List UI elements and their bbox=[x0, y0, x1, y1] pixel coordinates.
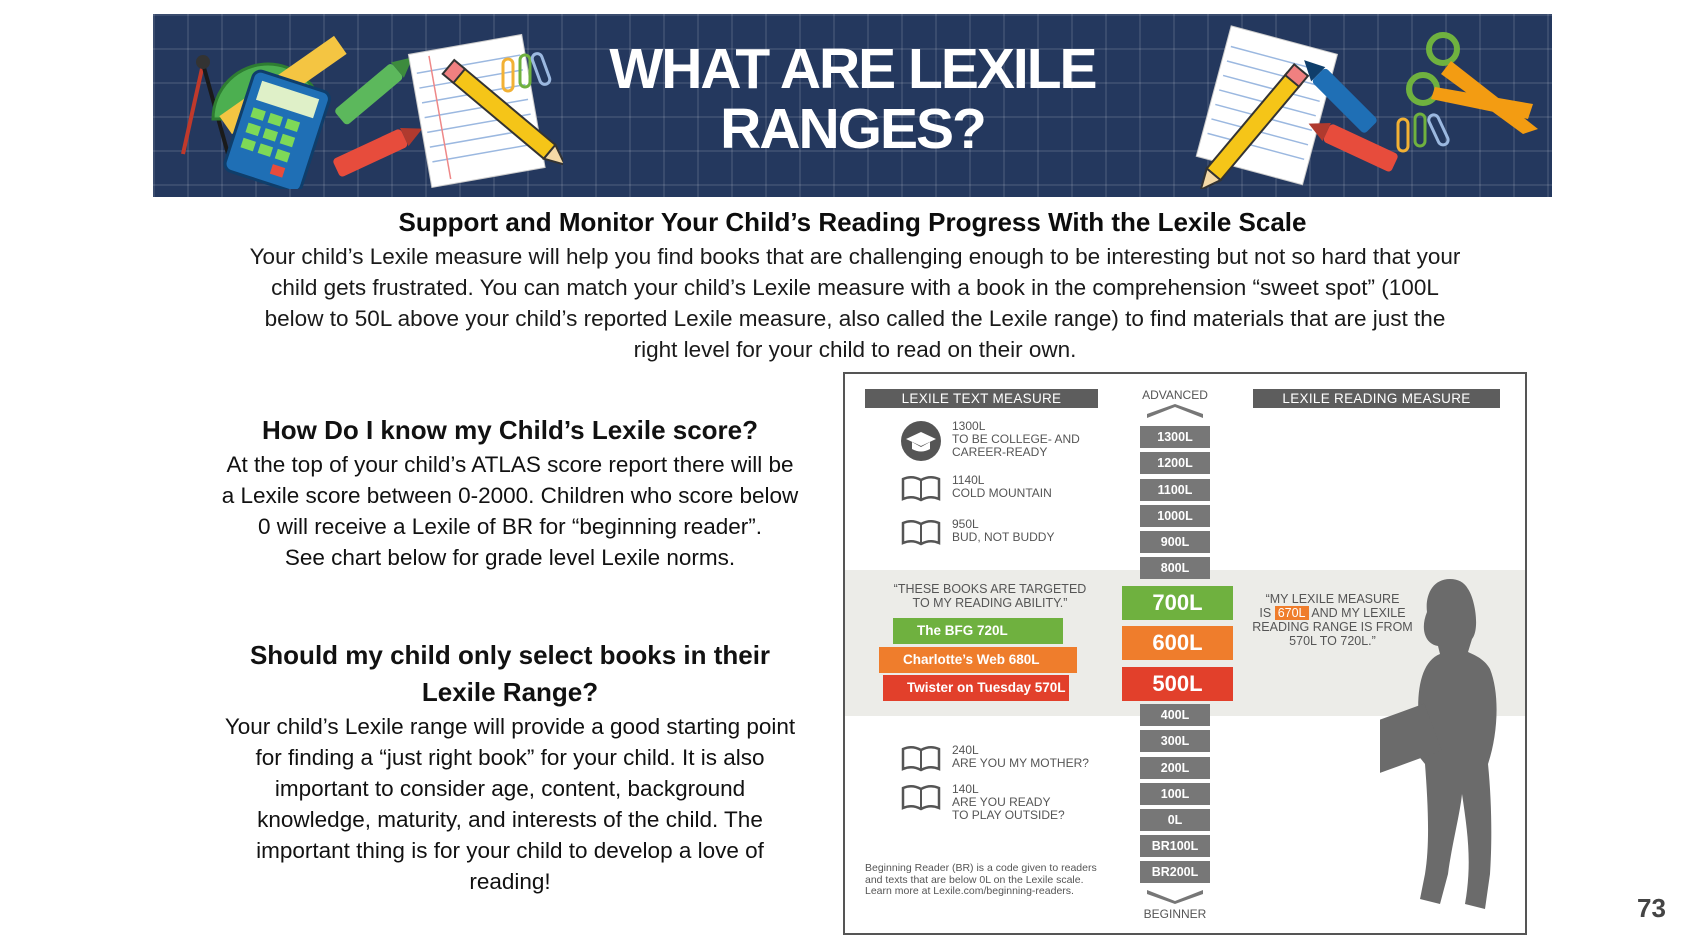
chevron-down-icon bbox=[1145, 888, 1205, 904]
open-book-icon bbox=[900, 744, 942, 772]
scale-bar: 800L bbox=[1140, 557, 1210, 579]
scale-bar-red: 500L bbox=[1122, 667, 1233, 701]
book-text bbox=[952, 420, 1080, 459]
scale-bar-green: 700L bbox=[1122, 586, 1233, 620]
body-line: knowledge, maturity, and interests of the child. The bbox=[257, 807, 763, 832]
heading-line: Should my child only select books in their bbox=[249, 640, 771, 670]
scale-bar: 900L bbox=[1140, 531, 1210, 553]
scale-bar: 300L bbox=[1140, 730, 1210, 752]
scale-bar: BR100L bbox=[1140, 835, 1210, 857]
lexile-range-body bbox=[190, 711, 830, 897]
book-text bbox=[952, 744, 1089, 770]
book-measure: 1300L bbox=[952, 419, 986, 433]
book-title: TO BE COLLEGE- AND bbox=[952, 432, 1080, 446]
scale-bar: 1200L bbox=[1140, 452, 1210, 474]
paperclips-right-icon bbox=[1398, 113, 1450, 151]
scale-bar: 0L bbox=[1140, 809, 1210, 831]
school-supplies-right-illustration bbox=[1193, 19, 1543, 189]
beginner-label: BEGINNER bbox=[1143, 907, 1207, 921]
body-line: 0 will receive a Lexile of BR for “beginning reader”. bbox=[258, 514, 762, 539]
book-entry bbox=[900, 420, 1080, 462]
quote-word: IS bbox=[1259, 606, 1272, 620]
book-entry bbox=[900, 783, 1065, 822]
quote-line: 570L TO 720L.” bbox=[1289, 634, 1376, 648]
reader-measure-badge: 670L bbox=[1275, 606, 1309, 620]
lexile-range-heading bbox=[190, 637, 830, 711]
scale-bar: 400L bbox=[1140, 704, 1210, 726]
intro-line: Your child’s Lexile measure will help you find books that are challenging enough to be interesting but not so hard that your bbox=[249, 244, 1461, 269]
note-line: Learn more at Lexile.com/beginning-readers. bbox=[865, 885, 1074, 897]
body-line: Your child’s Lexile range will provide a good starting point bbox=[224, 714, 796, 739]
stack-book-bfg: The BFG 720L bbox=[893, 618, 1063, 644]
book-title: BUD, NOT BUDDY bbox=[952, 530, 1055, 544]
intro-line: below to 50L above your child’s reported Lexile measure, also called the Lexile range) to find materials that are just the bbox=[264, 306, 1446, 331]
book-measure: 1140L bbox=[952, 473, 985, 487]
banner-title-line-1: WHAT ARE LEXILE bbox=[609, 37, 1096, 101]
heading-line: Lexile Range? bbox=[421, 677, 599, 707]
book-title: CAREER-READY bbox=[952, 445, 1048, 459]
lexile-score-body bbox=[190, 449, 830, 573]
quote-line: “THESE BOOKS ARE TARGETED bbox=[893, 582, 1087, 596]
book-entry bbox=[900, 474, 1052, 502]
open-book-icon bbox=[900, 783, 942, 811]
quote-line: “MY LEXILE MEASURE bbox=[1265, 592, 1400, 606]
header-banner bbox=[153, 14, 1552, 197]
scale-bar: 1300L bbox=[1140, 426, 1210, 448]
advanced-label: ADVANCED bbox=[1142, 388, 1208, 402]
note-line: and texts that are below 0L on the Lexile scale. bbox=[865, 873, 1084, 886]
note-line: Beginning Reader (BR) is a code given to readers bbox=[865, 862, 1097, 874]
book-title: ARE YOU MY MOTHER? bbox=[952, 756, 1089, 770]
open-book-icon bbox=[900, 518, 942, 546]
lexile-score-heading: How Do I know my Child’s Lexile score? bbox=[261, 415, 759, 445]
book-measure: 240L bbox=[952, 743, 979, 757]
intro-line: child gets frustrated. You can match your child’s Lexile measure with a book in the comprehension “sweet spot” (100L bbox=[271, 275, 1439, 300]
lexile-scale-chart bbox=[843, 372, 1527, 935]
targeted-books-quote bbox=[865, 582, 1115, 610]
open-book-icon bbox=[900, 474, 942, 502]
book-text bbox=[952, 783, 1065, 822]
lexile-range-section bbox=[190, 637, 830, 897]
body-line: for finding a “just right book” for your child. It is also bbox=[255, 745, 765, 770]
book-title: ARE YOU READY bbox=[952, 795, 1051, 809]
book-entry bbox=[900, 518, 1054, 546]
book-text bbox=[952, 518, 1054, 544]
page-subtitle: Support and Monitor Your Child’s Reading Progress With the Lexile Scale bbox=[398, 207, 1307, 237]
body-line: See chart below for grade level Lexile norms. bbox=[284, 545, 736, 570]
scale-bar: BR200L bbox=[1140, 861, 1210, 883]
body-line: important thing is for your child to develop a love of bbox=[256, 838, 764, 863]
book-title: TO PLAY OUTSIDE? bbox=[952, 808, 1065, 822]
scale-bar: 200L bbox=[1140, 757, 1210, 779]
lexile-text-measure-header: LEXILE TEXT MEASURE bbox=[865, 389, 1098, 408]
book-measure: 140L bbox=[952, 782, 979, 796]
intro-paragraph bbox=[190, 241, 1520, 365]
stack-book-charlottes-web: Charlotte’s Web 680L bbox=[879, 647, 1077, 673]
book-measure: 950L bbox=[952, 517, 979, 531]
banner-title-line-2: RANGES? bbox=[720, 97, 985, 161]
beginning-reader-note bbox=[865, 863, 1115, 898]
stack-book-twister: Twister on Tuesday 570L bbox=[883, 675, 1069, 701]
book-title: COLD MOUNTAIN bbox=[952, 486, 1052, 500]
scale-bar: 100L bbox=[1140, 783, 1210, 805]
body-line: At the top of your child’s ATLAS score report there will be bbox=[226, 452, 794, 477]
quote-word: AND MY LEXILE bbox=[1311, 606, 1406, 620]
quote-line: TO MY READING ABILITY.” bbox=[912, 596, 1068, 610]
intro-line: right level for your child to read on their own. bbox=[633, 337, 1077, 362]
book-entry bbox=[900, 744, 1089, 772]
book-text bbox=[952, 474, 1052, 500]
body-line: reading! bbox=[469, 869, 551, 894]
child-reader-silhouette bbox=[1380, 574, 1520, 914]
scale-bar: 1100L bbox=[1140, 479, 1210, 501]
scale-bar: 1000L bbox=[1140, 505, 1210, 527]
scale-bar-orange: 600L bbox=[1122, 626, 1233, 660]
body-line: important to consider age, content, background bbox=[274, 776, 746, 801]
chevron-up-icon bbox=[1145, 404, 1205, 420]
lexile-score-section bbox=[190, 412, 830, 573]
page-number: 73 bbox=[1637, 893, 1666, 923]
quote-line: READING RANGE IS FROM bbox=[1252, 620, 1413, 634]
lexile-reading-measure-header: LEXILE READING MEASURE bbox=[1253, 389, 1500, 408]
body-line: a Lexile score between 0-2000. Children who score below bbox=[221, 483, 799, 508]
graduation-cap-icon bbox=[900, 420, 942, 462]
